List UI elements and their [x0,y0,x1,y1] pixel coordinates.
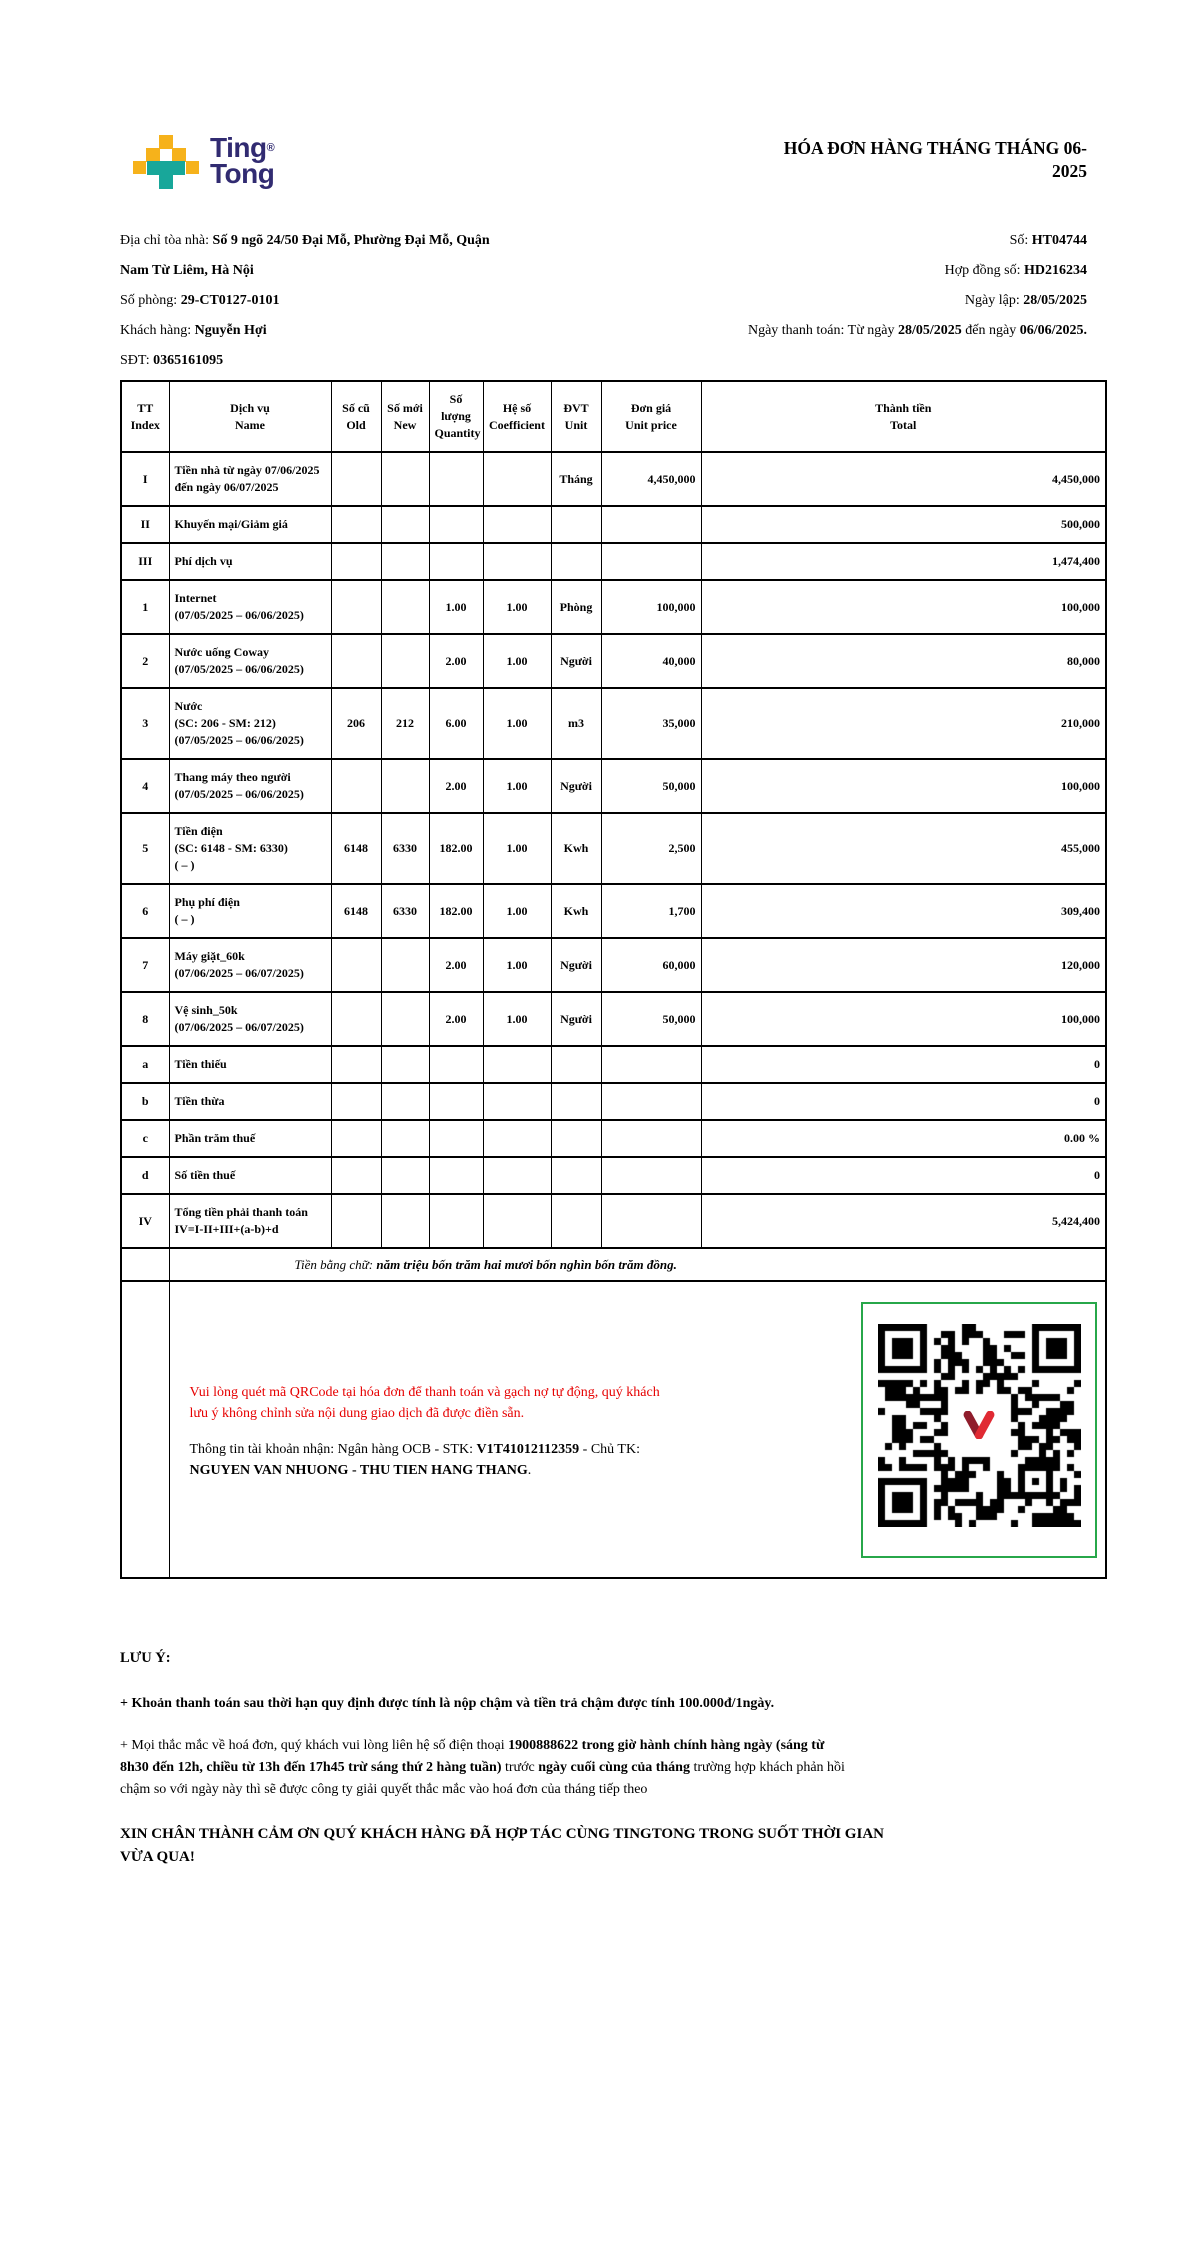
cell-index: b [121,1083,169,1120]
cell-quantity: 2.00 [429,759,483,813]
cell-total: 1,474,400 [701,543,1106,580]
column-header: Hệ số Coefficient [483,381,551,452]
cell-unit-price: 4,450,000 [601,452,701,506]
cell-index: 5 [121,813,169,884]
cell-quantity [429,1157,483,1194]
late-payment-note: + Khoản thanh toán sau thời hạn quy định được tính là nộp chậm và tiền trả chậm được tính 100.000đ/1ngày. [120,1696,775,1711]
payment-period: Ngày thanh toán: Từ ngày 28/05/2025 đến ngày 06/06/2025. [747,323,1087,338]
cell-service-name: Tiền thiếu [169,1046,331,1083]
cell-new-reading: 212 [381,688,429,759]
cell-unit-price: 2,500 [601,813,701,884]
invoice-info [120,226,1087,376]
cell-coefficient [483,452,551,506]
cell-coefficient [483,506,551,543]
table-row [121,543,1106,580]
table-row [121,1046,1106,1083]
column-header: Thành tiền Total [701,381,1106,452]
cell-total: 100,000 [701,992,1106,1046]
cell-quantity [429,1194,483,1248]
qr-warning-text: Vui lòng quét mã QRCode tại hóa đơn để thanh toán và gạch nợ tự động, quý khách lưu ý không chỉnh sửa nội dung giao dịch đã được điền sẵn. [189,1384,660,1421]
cell-coefficient: 1.00 [483,992,551,1046]
cell-new-reading [381,506,429,543]
cell-unit: Phòng [551,580,601,634]
cell-total: 0 [701,1083,1106,1120]
cell-quantity: 2.00 [429,992,483,1046]
column-header: TT Index [121,381,169,452]
tingtong-logo-text [210,132,275,194]
cell-unit-price [601,1046,701,1083]
bank-account-info: Thông tin tài khoản nhận: Ngân hàng OCB - STK: V1T41012112359 - Chủ TK: NGUYEN VAN NHUONG - THU TIEN HANG THANG. [189,1441,640,1478]
cell-unit [551,506,601,543]
cell-unit: Kwh [551,813,601,884]
cell-index: a [121,1046,169,1083]
notes-heading: LƯU Ý: [120,1650,171,1666]
cell-new-reading [381,938,429,992]
cell-unit: Người [551,634,601,688]
cell-quantity: 2.00 [429,938,483,992]
cell-new-reading [381,1194,429,1248]
hotline-note: + Mọi thắc mắc về hoá đơn, quý khách vui lòng liên hệ số điện thoại 1900888622 trong giờ hành chính hàng ngày (sáng từ 8h30 đến 12h, chiều từ 13h đến 17h45 trừ sáng thứ 2 hàng tuần) trước ngày cuối cùng của tháng trường hợp khách phản hồi chậm so với ngày này thì sẽ được công ty giải quyết thắc mắc vào hoá đơn của tháng tiếp theo [120,1738,845,1797]
cell-total: 0.00 % [701,1120,1106,1157]
cell-new-reading [381,992,429,1046]
cell-index: 7 [121,938,169,992]
cell-quantity [429,543,483,580]
cell-coefficient: 1.00 [483,938,551,992]
column-header: Số lượng Quantity [429,381,483,452]
cell-coefficient [483,1194,551,1248]
cell-service-name: Thang máy theo người (07/05/2025 – 06/06/2025) [169,759,331,813]
cell-total: 100,000 [701,759,1106,813]
cell-index: 4 [121,759,169,813]
column-header: Đơn giá Unit price [601,381,701,452]
cell-unit: Người [551,938,601,992]
cell-total: 0 [701,1157,1106,1194]
cell-index: c [121,1120,169,1157]
contract-number: Hợp đồng số: HD216234 [944,263,1087,278]
cell-service-name: Nước uống Coway (07/05/2025 – 06/06/2025) [169,634,331,688]
vietqr-v-icon [957,1405,1001,1445]
cell-total: 0 [701,1046,1106,1083]
cell-new-reading [381,1157,429,1194]
cell-unit: Kwh [551,884,601,938]
cell-index: IV [121,1194,169,1248]
cell-unit-price: 100,000 [601,580,701,634]
amount-in-words: Tiền bằng chữ: năm triệu bốn trăm hai mươi bốn nghìn bốn trăm đồng. [169,1248,1106,1281]
cell-new-reading [381,452,429,506]
cell-unit-price [601,1083,701,1120]
invoice-table [120,380,1107,1579]
cell-new-reading [381,634,429,688]
cell-unit-price: 60,000 [601,938,701,992]
table-row [121,1120,1106,1157]
cell-unit: Người [551,992,601,1046]
cell-unit [551,1194,601,1248]
cell-coefficient [483,1046,551,1083]
table-row [121,759,1106,813]
table-row [121,992,1106,1046]
table-row [121,1083,1106,1120]
cell-coefficient [483,1120,551,1157]
cell-unit-price [601,1157,701,1194]
cell-unit-price [601,1194,701,1248]
cell-old-reading [331,543,381,580]
table-row [121,938,1106,992]
cell-coefficient [483,543,551,580]
footer-notes [120,1647,1087,1869]
cell-unit-price: 50,000 [601,759,701,813]
cell-service-name: Vệ sinh_50k (07/06/2025 – 06/07/2025) [169,992,331,1046]
cell-unit: m3 [551,688,601,759]
thank-you-message: XIN CHÂN THÀNH CẢM ƠN QUÝ KHÁCH HÀNG ĐÃ HỢP TÁC CÙNG TINGTONG TRONG SUỐT THỜI GIAN VỪA QUA! [120,1826,884,1865]
qr-payment-cell [169,1281,1106,1578]
cell-unit-price [601,506,701,543]
cell-service-name: Tổng tiền phải thanh toán IV=I-II+III+(a-b)+d [169,1194,331,1248]
cell-coefficient: 1.00 [483,884,551,938]
cell-old-reading: 206 [331,688,381,759]
cell-old-reading: 6148 [331,884,381,938]
cell-new-reading [381,759,429,813]
cell-old-reading [331,1194,381,1248]
cell-total: 500,000 [701,506,1106,543]
cell-quantity [429,1083,483,1120]
cell-index: III [121,543,169,580]
cell-total: 5,424,400 [701,1194,1106,1248]
invoice-number: Số: HT04744 [1009,233,1087,248]
customer-info [120,226,623,376]
cell-old-reading [331,1083,381,1120]
cell-index: II [121,506,169,543]
cell-total: 100,000 [701,580,1106,634]
qr-row-index-cell [121,1281,169,1578]
cell-new-reading [381,1046,429,1083]
column-header: Dịch vụ Name [169,381,331,452]
cell-total: 309,400 [701,884,1106,938]
cell-old-reading [331,506,381,543]
cell-index: 6 [121,884,169,938]
cell-index: d [121,1157,169,1194]
cell-old-reading [331,938,381,992]
cell-new-reading [381,1120,429,1157]
cell-service-name: Số tiền thuế [169,1157,331,1194]
cell-new-reading [381,1083,429,1120]
customer-phone: SĐT: 0365161095 [120,353,224,368]
cell-old-reading [331,1046,381,1083]
table-row [121,884,1106,938]
cell-index: 2 [121,634,169,688]
cell-coefficient [483,1083,551,1120]
cell-service-name: Máy giặt_60k (07/06/2025 – 06/07/2025) [169,938,331,992]
cell-coefficient: 1.00 [483,813,551,884]
cell-unit-price [601,1120,701,1157]
table-row [121,580,1106,634]
cell-coefficient: 1.00 [483,634,551,688]
cell-index: 1 [121,580,169,634]
payment-instructions [190,1382,845,1481]
building-address: Địa chỉ tòa nhà: Số 9 ngõ 24/50 Đại Mỗ, Phường Đại Mỗ, Quận [120,233,490,248]
cell-old-reading [331,580,381,634]
cell-new-reading [381,543,429,580]
table-row [121,813,1106,884]
cell-old-reading: 6148 [331,813,381,884]
table-row [121,452,1106,506]
amount-in-words-row [121,1248,1106,1281]
cell-total: 80,000 [701,634,1106,688]
cell-service-name: Internet (07/05/2025 – 06/06/2025) [169,580,331,634]
cell-quantity [429,1046,483,1083]
cell-service-name: Nước (SC: 206 - SM: 212) (07/05/2025 – 06/06/2025) [169,688,331,759]
cell-old-reading [331,1120,381,1157]
cell-index: 8 [121,992,169,1046]
cell-unit [551,1046,601,1083]
logo-registered-mark: ® [266,142,275,154]
qr-row [121,1281,1106,1578]
cell-unit-price: 35,000 [601,688,701,759]
issue-date: Ngày lập: 28/05/2025 [964,293,1087,308]
cell-service-name: Khuyến mại/Giảm giá [169,506,331,543]
table-row [121,1194,1106,1248]
table-row [121,634,1106,688]
cell-new-reading: 6330 [381,813,429,884]
cell-service-name: Tiền thừa [169,1083,331,1120]
room-number: Số phòng: 29-CT0127-0101 [120,293,280,308]
tingtong-logo-icon [133,135,199,194]
cell-unit [551,1083,601,1120]
qr-frame [861,1302,1097,1558]
amount-in-words-index-cell [121,1248,169,1281]
cell-unit: Tháng [551,452,601,506]
cell-unit-price: 1,700 [601,884,701,938]
cell-unit-price: 50,000 [601,992,701,1046]
cell-service-name: Phần trăm thuế [169,1120,331,1157]
cell-coefficient: 1.00 [483,759,551,813]
cell-quantity: 6.00 [429,688,483,759]
cell-unit: Người [551,759,601,813]
cell-unit-price [601,543,701,580]
column-header: Số cũ Old [331,381,381,452]
cell-service-name: Tiền nhà từ ngày 07/06/2025 đến ngày 06/07/2025 [169,452,331,506]
cell-service-name: Phụ phí điện ( – ) [169,884,331,938]
cell-service-name: Phí dịch vụ [169,543,331,580]
cell-old-reading [331,634,381,688]
cell-new-reading: 6330 [381,884,429,938]
cell-coefficient: 1.00 [483,580,551,634]
cell-index: 3 [121,688,169,759]
table-row [121,506,1106,543]
cell-total: 455,000 [701,813,1106,884]
cell-quantity [429,1120,483,1157]
cell-old-reading [331,759,381,813]
cell-old-reading [331,452,381,506]
table-row [121,688,1106,759]
cell-quantity: 182.00 [429,813,483,884]
building-address-2: Nam Từ Liêm, Hà Nội [120,263,254,278]
cell-coefficient [483,1157,551,1194]
cell-total: 210,000 [701,688,1106,759]
cell-quantity: 2.00 [429,634,483,688]
cell-new-reading [381,580,429,634]
cell-index: I [121,452,169,506]
logo-line2: Tong [210,158,275,189]
tingtong-logo [133,132,275,194]
cell-quantity [429,452,483,506]
table-row [121,1157,1106,1194]
cell-unit [551,1120,601,1157]
cell-service-name: Tiền điện (SC: 6148 - SM: 6330) ( – ) [169,813,331,884]
cell-unit [551,543,601,580]
logo-line1: Ting [210,132,267,163]
invoice-meta [642,226,1087,376]
header [120,95,1087,194]
cell-quantity [429,506,483,543]
cell-unit [551,1157,601,1194]
column-header: Số mới New [381,381,429,452]
cell-quantity: 182.00 [429,884,483,938]
table-header-row [121,381,1106,452]
cell-unit-price: 40,000 [601,634,701,688]
column-header: ĐVT Unit [551,381,601,452]
cell-coefficient: 1.00 [483,688,551,759]
cell-total: 4,450,000 [701,452,1106,506]
page-title: HÓA ĐƠN HÀNG THÁNG THÁNG 06- 2025 [783,138,1087,181]
cell-total: 120,000 [701,938,1106,992]
customer-name: Khách hàng: Nguyễn Hợi [120,323,267,338]
cell-quantity: 1.00 [429,580,483,634]
cell-old-reading [331,1157,381,1194]
cell-old-reading [331,992,381,1046]
